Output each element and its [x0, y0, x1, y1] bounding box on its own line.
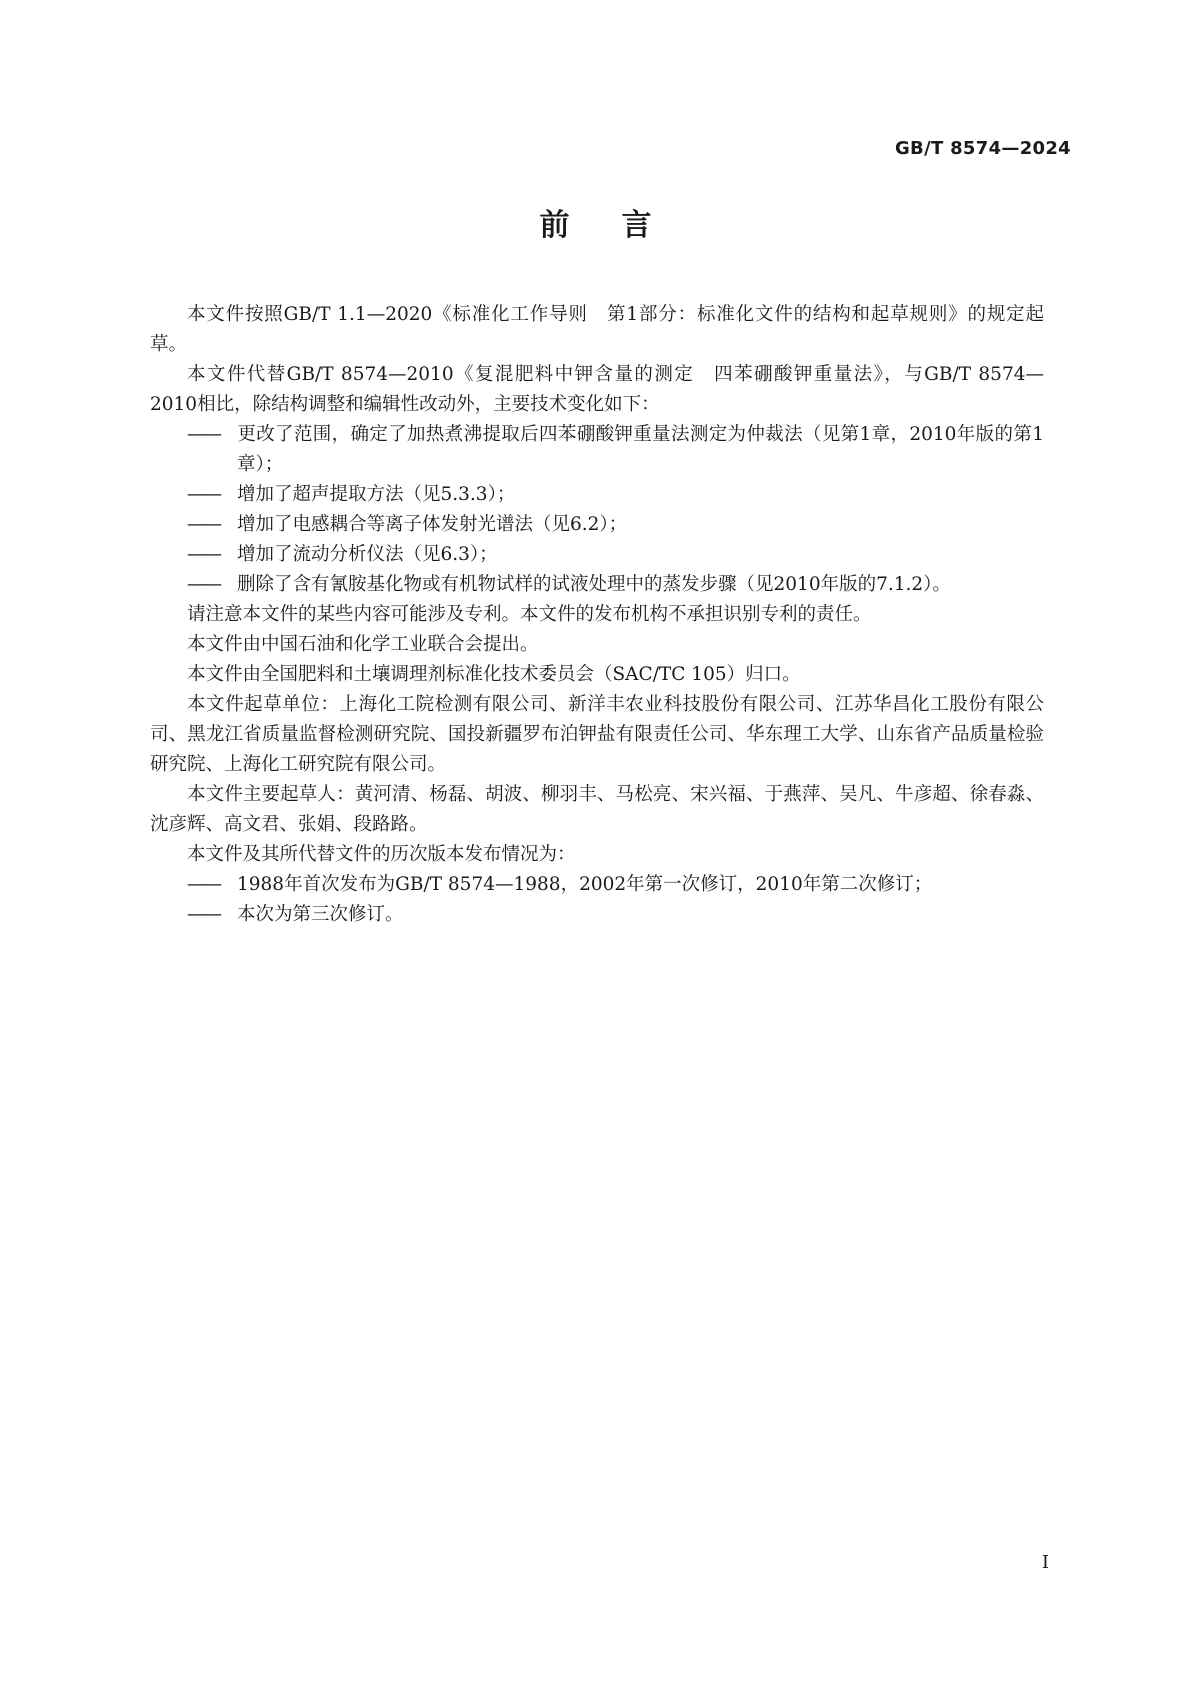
document-body [150, 300, 1044, 930]
page-title: 前言 [539, 208, 704, 243]
list-item-change [150, 570, 1044, 600]
list-item-text: 1988年首次发布为GB/T 8574—1988，2002年第一次修订，2010年第二次修订； [237, 874, 933, 895]
list-item-text: 增加了流动分析仪法（见6.3）； [237, 544, 498, 565]
list-item-history [150, 900, 1044, 930]
dash-marker: —— [187, 574, 220, 595]
dash-marker: —— [187, 874, 220, 895]
dash-marker: —— [187, 544, 220, 565]
paragraph-history-intro: 本文件及其所代替文件的历次版本发布情况为： [187, 844, 576, 865]
list-item-text: 更改了范围，确定了加热煮沸提取后四苯硼酸钾重量法测定为仲裁法（见第1章，2010年版的第1章）； [237, 424, 1044, 475]
list-item-change [150, 420, 1044, 480]
paragraph-drafting-units: 本文件起草单位：上海化工院检测有限公司、新洋丰农业科技股份有限公司、江苏华昌化工股份有限公司、黑龙江省质量监督检测研究院、国投新疆罗布泊钾盐有限责任公司、华东理工大学、山东省产品质量检验研究院、上海化工研究院有限公司。 [150, 694, 1044, 775]
list-item-change [150, 480, 1044, 510]
list-item-change [150, 540, 1044, 570]
paragraph-patent-notice: 请注意本文件的某些内容可能涉及专利。本文件的发布机构不承担识别专利的责任。 [187, 604, 872, 625]
list-item-text: 增加了电感耦合等离子体发射光谱法（见6.2）； [237, 514, 628, 535]
dash-marker: —— [187, 424, 220, 445]
paragraph-committee: 本文件由全国肥料和土壤调理剂标准化技术委员会（SAC/TC 105）归口。 [187, 664, 801, 685]
paragraph-proposer: 本文件由中国石油和化学工业联合会提出。 [187, 634, 539, 655]
dash-marker: —— [187, 514, 220, 535]
page-number: I [1041, 1552, 1049, 1573]
paragraph-replacement: 本文件代替GB/T 8574—2010《复混肥料中钾含量的测定 四苯硼酸钾重量法》，与GB/T 8574—2010相比，除结构调整和编辑性改动外，主要技术变化如下： [150, 364, 1044, 415]
list-item-text: 本次为第三次修订。 [237, 904, 404, 925]
list-item-change [150, 510, 1044, 540]
paragraph-drafters: 本文件主要起草人：黄河清、杨磊、胡波、柳羽丰、马松亮、宋兴福、于燕萍、吴凡、牛彦超、徐春淼、沈彦辉、高文君、张娟、段路路。 [150, 784, 1044, 835]
paragraph-drafting-rules: 本文件按照GB/T 1.1—2020《标准化工作导则 第1部分：标准化文件的结构和起草规则》的规定起草。 [150, 304, 1044, 355]
list-item-history [150, 870, 1044, 900]
list-item-text: 增加了超声提取方法（见5.3.3）； [237, 484, 516, 505]
list-item-text: 删除了含有氰胺基化物或有机物试样的试液处理中的蒸发步骤（见2010年版的7.1.2）。 [237, 574, 951, 595]
dash-marker: —— [187, 904, 220, 925]
dash-marker: —— [187, 484, 220, 505]
standard-code: GB/T 8574—2024 [894, 138, 1071, 159]
